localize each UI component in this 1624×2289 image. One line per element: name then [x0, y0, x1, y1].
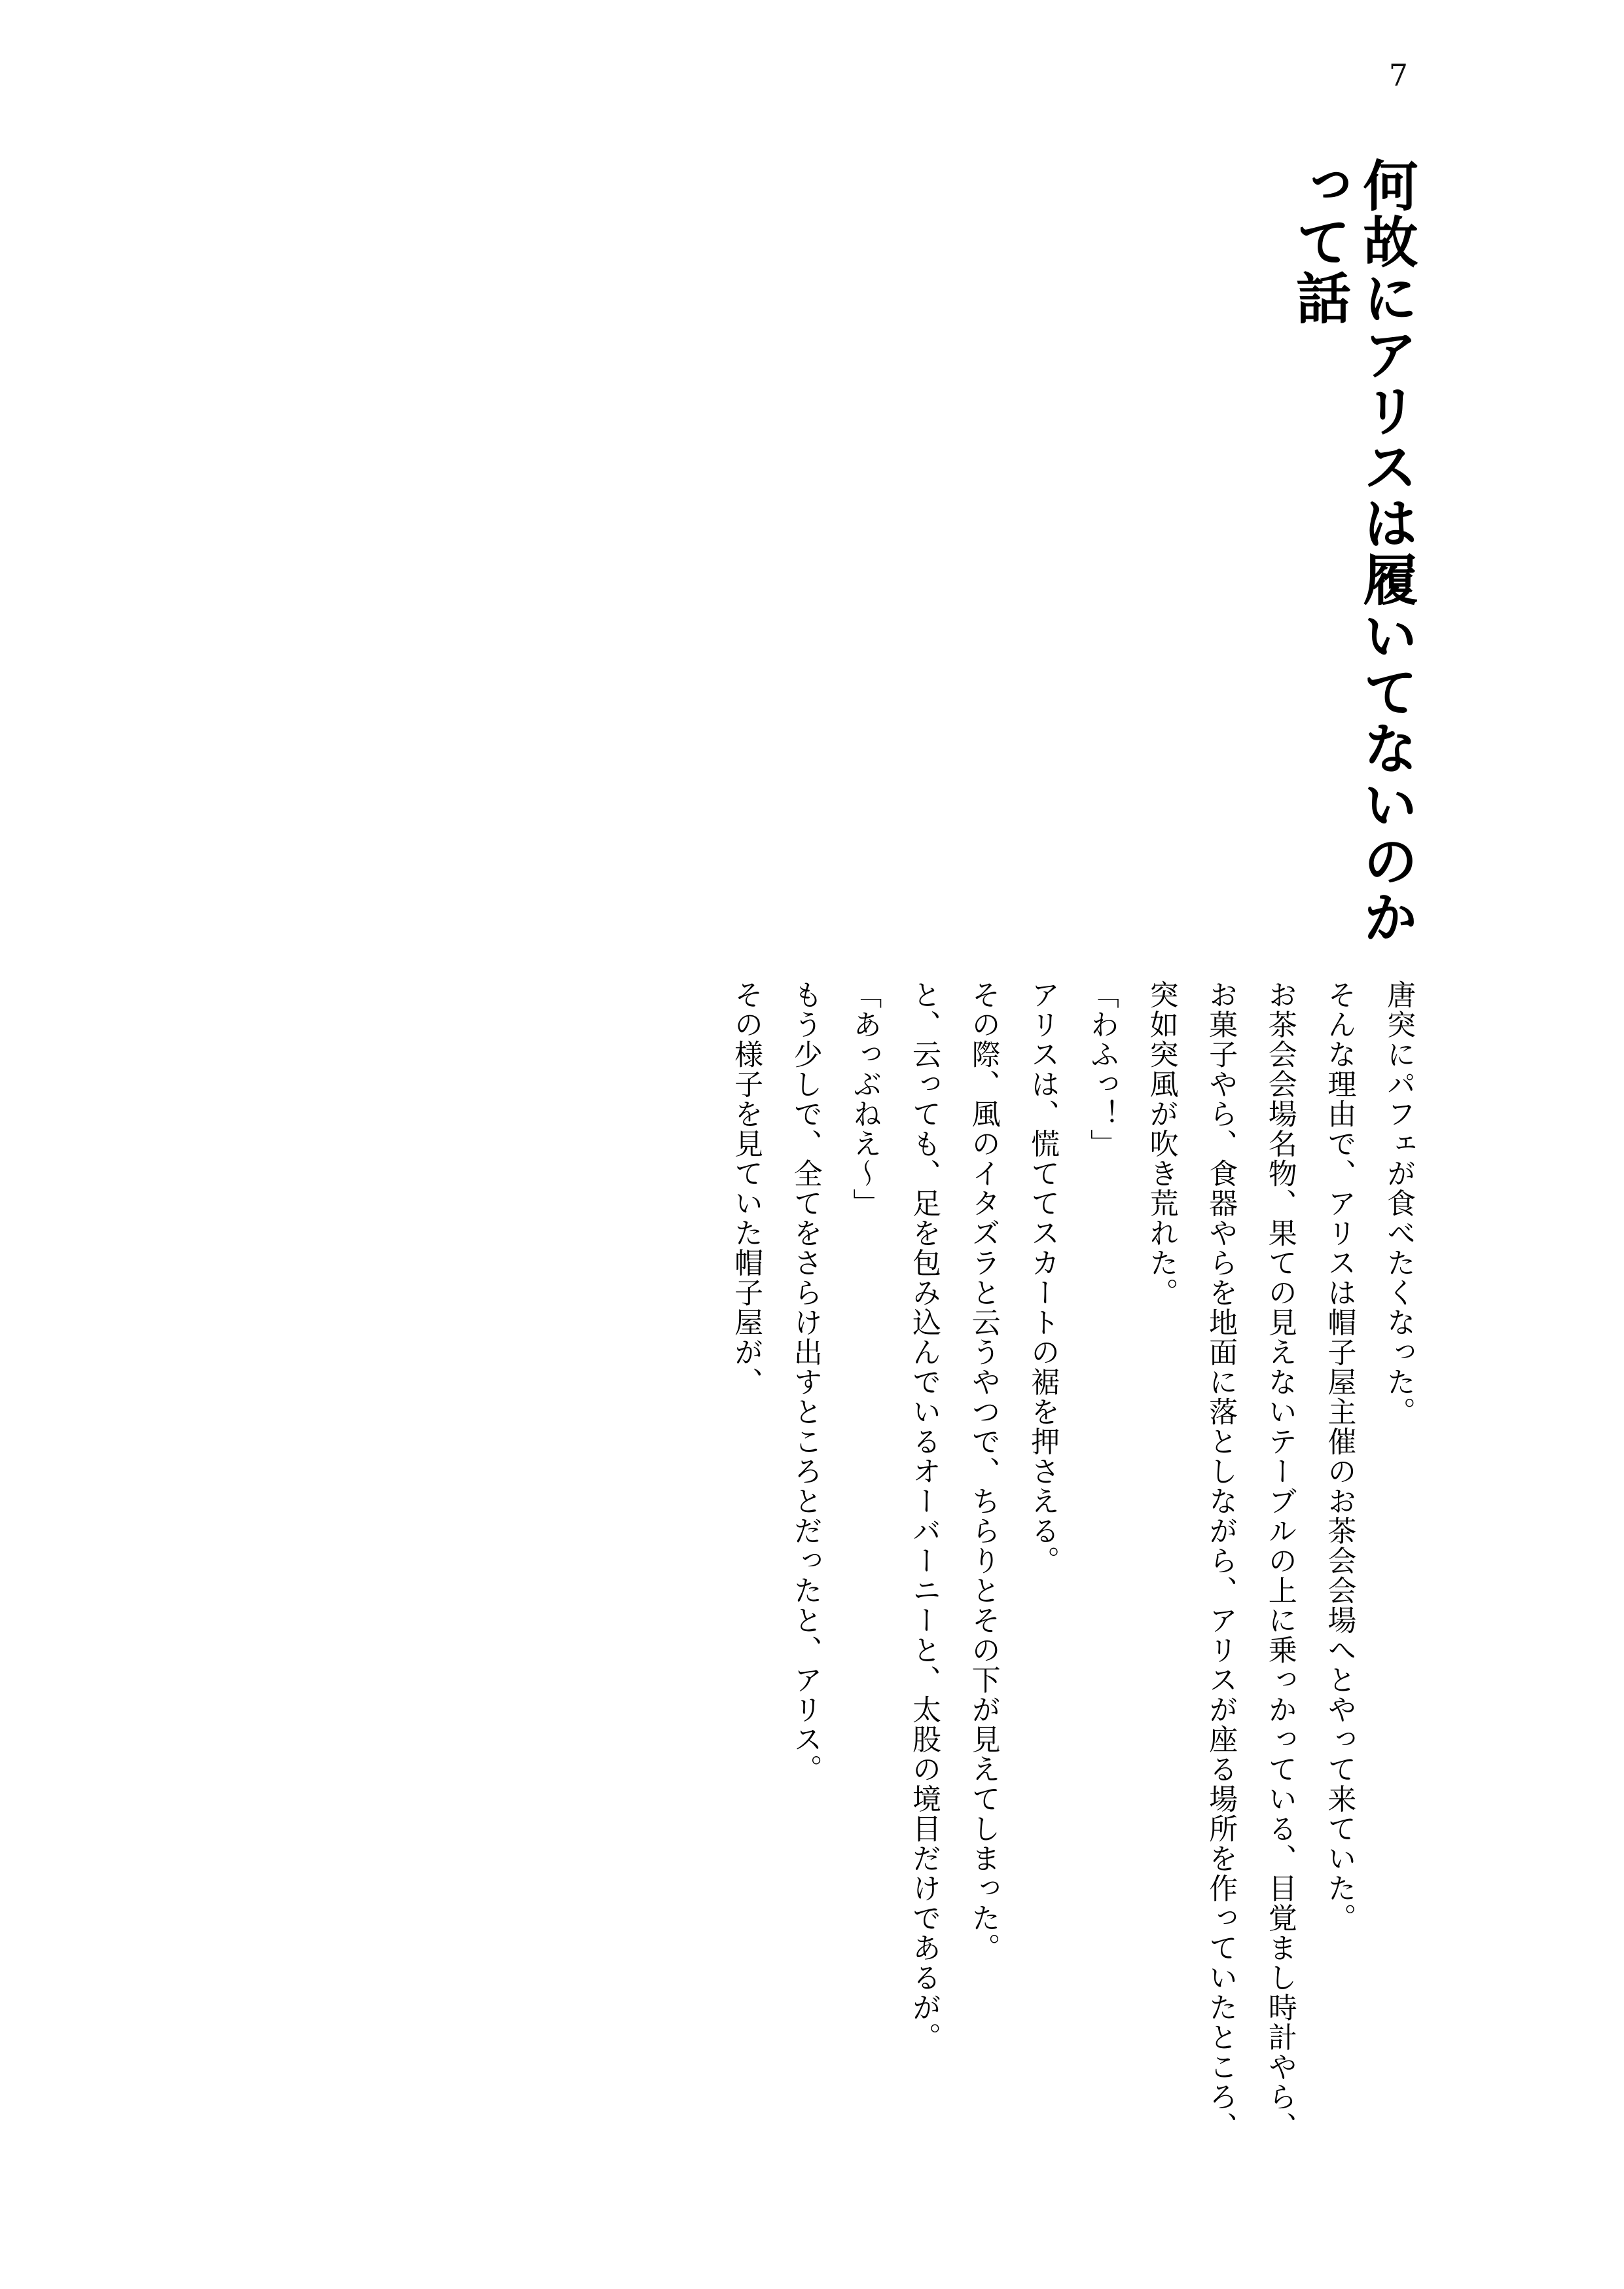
paragraph: 「わふっ！」	[1085, 980, 1119, 1159]
paragraph: お茶会会場名物、果ての見えないテーブルの上に乗っかっている、目覚まし時計やら、お菓子やら、食器やらを地面に落としながら、アリスが座る場所を作っていたところ、突如突風が吹き荒れた。	[1144, 980, 1297, 2142]
paragraph: もう少しで、全てをさらけ出すところとだったと、アリス。	[788, 980, 822, 1784]
paragraph: そんな理由で、アリスは帽子屋主催のお茶会会場へとやって来ていた。	[1322, 980, 1356, 1934]
body-text	[716, 980, 1428, 2152]
paragraph: アリスは、慌ててスカートの裾を押さえる。	[1026, 980, 1060, 1576]
paragraph: 「あっぶねえ～」	[848, 980, 882, 1219]
paragraph: 唐突にパフェが食べたくなった。	[1382, 980, 1415, 1427]
page-number: 7	[1388, 58, 1408, 93]
page-body	[196, 131, 1428, 2152]
paragraph: その際、風のイタズラと云うやつで、ちらりとその下が見えてしまった。	[966, 980, 1000, 1963]
paragraph: と、云っても、足を包み込んでいるオーバーニーと、太股の境目だけであるが。	[907, 980, 941, 2053]
page-title: 何故にアリスは履いてないのかって話	[1287, 157, 1418, 945]
paragraph: その様子を見ていた帽子屋が、	[729, 980, 763, 1397]
